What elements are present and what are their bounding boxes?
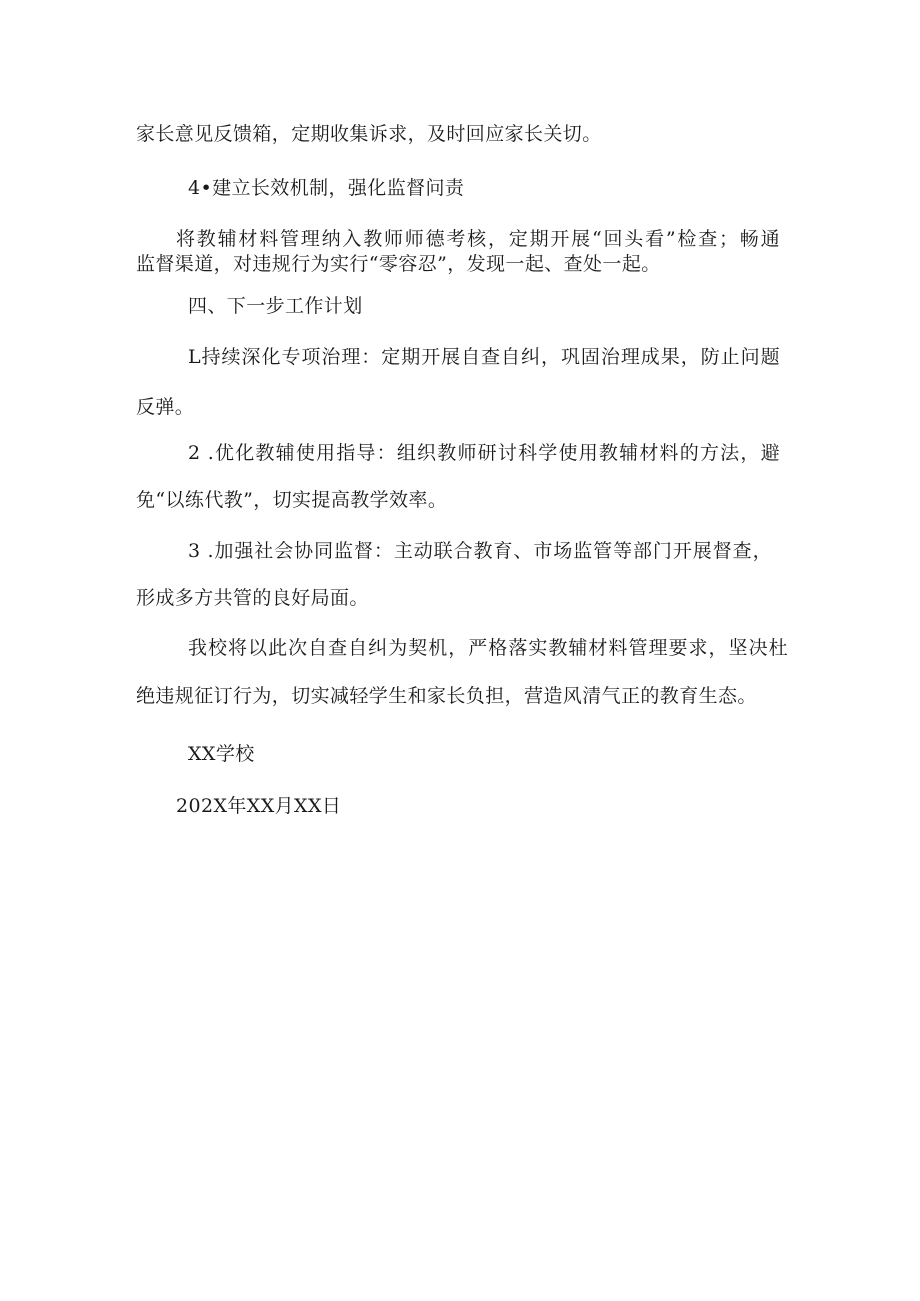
paragraph-line: 2 .优化教辅使用指导：组织教师研讨科学使用教辅材料的方法，避 <box>188 442 780 464</box>
paragraph-line: 免“以练代教”，切实提高教学效率。 <box>136 489 448 511</box>
paragraph-line: 我校将以此次自查自纠为契机，严格落实教辅材料管理要求，坚决杜 <box>188 637 788 659</box>
signature-school: XX学校 <box>188 743 255 765</box>
paragraph-line: 3 .加强社会协同监督：主动联合教育、市场监管等部门开展督查， <box>188 540 772 562</box>
signature-date: 202X年XX月XX日 <box>176 795 342 817</box>
paragraph-line: 监督渠道，对违规行为实行“零容忍”，发现一起、查处一起。 <box>136 253 661 275</box>
paragraph-line: 家长意见反馈箱，定期收集诉求，及时回应家长关切。 <box>136 123 602 145</box>
paragraph-line: L持续深化专项治理：定期开展自查自纠，巩固治理成果，防止问题 <box>188 346 780 368</box>
paragraph-line: 将教辅材料管理纳入教师师德考核，定期开展“回头看”检查；畅通 <box>176 228 780 250</box>
section-heading-4: 4•建立长效机制，强化监督问责 <box>188 177 465 199</box>
paragraph-line: 反弹。 <box>136 396 195 418</box>
paragraph-line: 形成多方共管的良好局面。 <box>136 587 369 609</box>
section-heading-next-plan: 四、下一步工作计划 <box>188 295 363 317</box>
paragraph-line: 绝违规征订行为，切实减轻学生和家长负担，营造风清气正的教育生态。 <box>136 685 757 707</box>
